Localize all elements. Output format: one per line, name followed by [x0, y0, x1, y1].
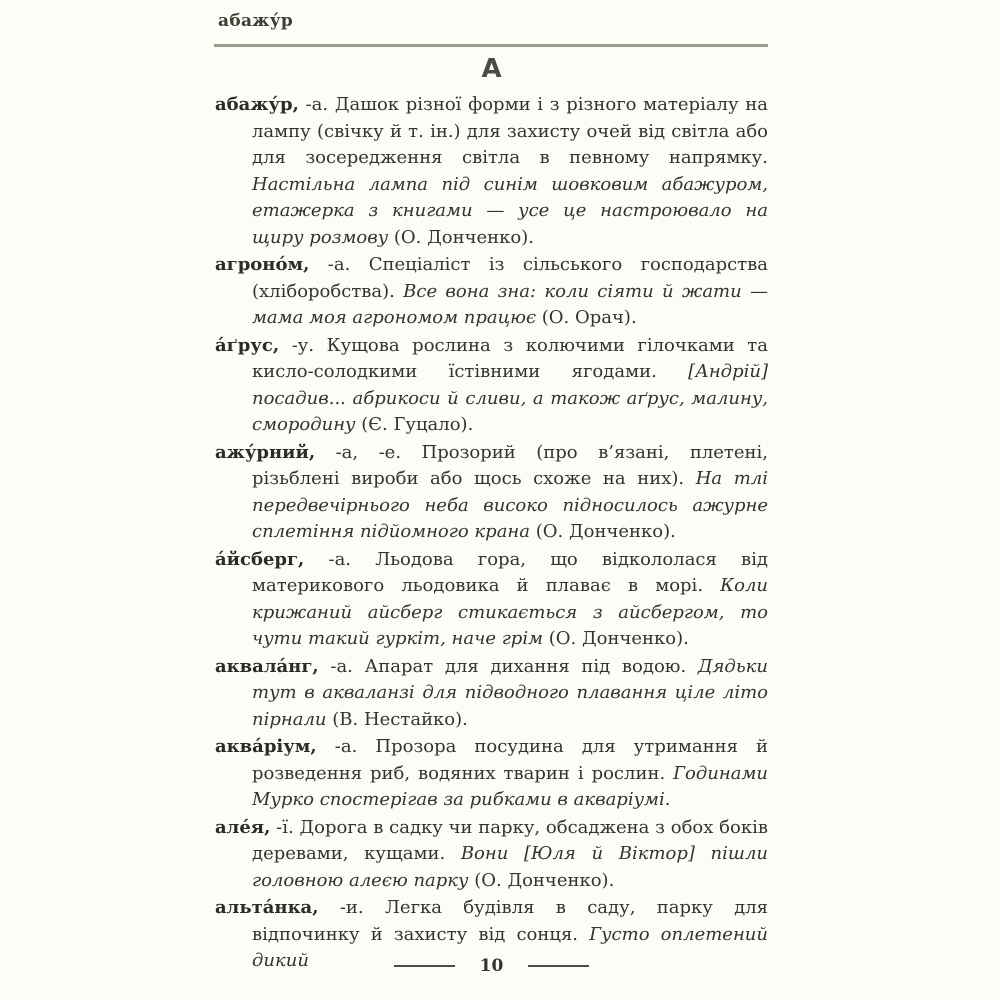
dictionary-entry — [215, 333, 768, 439]
entry-source: (О. Донченко). — [474, 869, 615, 891]
entry-example: Настільна лампа під синім шовковим абажуром, етажерка з книгами — усе це настроювало на щиру розмову — [252, 173, 768, 248]
entry-grammar: -а, -е. — [315, 441, 422, 463]
section-letter: А — [481, 54, 502, 84]
dictionary-entry — [215, 440, 768, 546]
entries — [215, 92, 768, 976]
entry-definition: Дашок різної форми і з різного матеріалу на лампу (свічку й т. ін.) для захисту очей від світла або для зосередження світла в певному напрямку. — [252, 94, 768, 168]
entry-headword: аквала́нг, — [215, 655, 319, 677]
running-head: абажу́р — [218, 11, 294, 31]
page-footer — [215, 956, 768, 976]
entry-headword: а́йсберг, — [215, 548, 305, 570]
entry-headword: абажу́р, — [215, 94, 299, 115]
footer-dash-left — [394, 965, 455, 967]
dictionary-entry — [215, 547, 768, 653]
entry-source: (О. Донченко). — [535, 521, 676, 542]
entry-headword: альта́нка, — [215, 897, 319, 918]
entry-definition: Прозорий (про в’язані, плетені, різьблені вироби або щось схоже на них). — [252, 441, 768, 489]
entry-grammar: -у. — [279, 334, 327, 356]
entry-source: (Є. Гуцало). — [361, 414, 474, 435]
dictionary-entry — [215, 734, 768, 814]
dictionary-entry — [215, 654, 768, 734]
entry-headword: а́ґрус, — [215, 334, 280, 356]
entry-source: (О. Донченко). — [393, 226, 534, 248]
entry-source: (О. Донченко). — [548, 628, 689, 649]
entry-example: Все вона зна: коли сіяти й жати — мама моя агрономом працює — [252, 280, 768, 328]
entry-grammar: -а. — [304, 548, 376, 570]
page-number: 10 — [479, 956, 504, 976]
entry-grammar: -а. — [316, 736, 376, 757]
entry-definition: Спеціаліст із сільського господарства (хліборобства). — [252, 254, 769, 302]
entry-source: (В. Нестайко). — [332, 708, 468, 730]
entry-source: (О. Орач). — [541, 307, 637, 328]
entry-definition: Апарат для дихання під водою. — [364, 655, 698, 677]
entry-grammar: -и. — [318, 897, 385, 918]
dictionary-entry — [215, 92, 768, 251]
entry-headword: але́я, — [215, 816, 271, 838]
entry-headword: аква́ріум, — [215, 736, 317, 757]
footer-dash-right — [528, 965, 589, 967]
entry-example: На тлі передвечірнього неба високо підносилось ажурне сплетіння підйомного крана — [252, 468, 768, 542]
entry-grammar: -ї. — [270, 816, 300, 838]
entry-grammar: -а. — [318, 655, 365, 677]
header-rule — [214, 44, 768, 47]
entry-definition: Прозора посудина для утримання й розведення риб, водяних тварин і рослин. — [252, 736, 769, 784]
entry-example: Годинами Мурко спостерігав за рибками в акваріумі. — [252, 762, 768, 810]
entry-example: Коли крижаний айсберг стикається з айсбергом, то чути такий гуркіт, наче грім — [252, 575, 768, 649]
entry-definition: Кущова рослина з колючими гілочками та кисло-солодкими їстівними ягодами. — [252, 334, 768, 382]
entry-example: [Андрій] посадив... абрикоси й сливи, а також аґрус, малину, смородину — [252, 361, 768, 435]
entry-definition: Льодова гора, що відкололася від материкового льодовика й плаває в морі. — [252, 548, 768, 596]
entry-example: Вони [Юля й Віктор] пішли головною алеєю парку — [252, 843, 769, 891]
dictionary-entry — [215, 815, 768, 895]
entry-definition: Дорога в садку чи парку, обсаджена з обох боків деревами, кущами. — [252, 816, 768, 864]
entry-definition: Легка будівля в саду, парку для відпочинку й захисту від сонця. — [252, 897, 768, 945]
entry-headword: ажу́рний, — [215, 441, 316, 463]
dictionary-entry — [215, 252, 768, 332]
entry-example: Дядьки тут в акваланзі для підводного плавання ціле літо пірнали — [252, 655, 768, 730]
entry-grammar: -а. — [298, 94, 335, 115]
entry-headword: агроно́м, — [215, 254, 310, 275]
entry-example: Густо оплетений дикий — [252, 923, 768, 971]
entry-grammar: -а. — [309, 254, 369, 275]
